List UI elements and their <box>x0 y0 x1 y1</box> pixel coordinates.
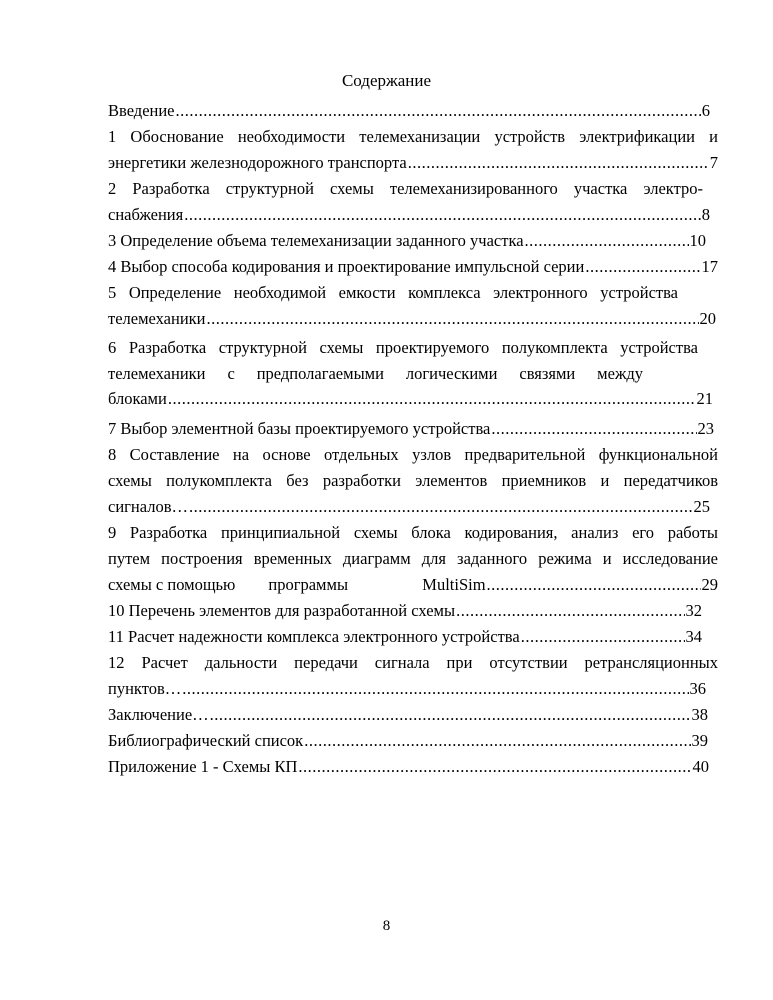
toc-entry-12-line: 12 Расчет дальности передачи сигнала при отсутствии ретрансляционных <box>108 653 718 672</box>
toc-entry-text: 7 Выбор элементной базы проектируемого устройства <box>108 419 491 438</box>
toc-page-number: 10 <box>689 231 706 250</box>
dot-leader <box>168 388 696 410</box>
toc-entry-8-line: 8 Составление на основе отдельных узлов предварительной функциональной <box>108 445 718 464</box>
toc-page-number: 29 <box>701 575 718 594</box>
toc-entry-6-line: 6 Разработка структурной схемы проектируемого полукомплекта устройства <box>108 338 698 357</box>
dot-leader <box>298 756 691 778</box>
toc-entry-5-line: 5 Определение необходимой емкости комплекса электронного устройства <box>108 283 678 302</box>
toc-page-number: 34 <box>685 627 702 646</box>
toc-entry-11 <box>108 626 702 648</box>
dot-leader <box>184 204 701 226</box>
dot-leader <box>189 496 693 518</box>
toc-entry-2 <box>108 204 710 226</box>
toc-entry-4 <box>108 256 718 278</box>
toc-entry-text: 11 Расчет надежности комплекса электронного устройства <box>108 627 520 646</box>
toc-page-number: 17 <box>701 257 718 276</box>
toc-entry-text: блоками <box>108 389 167 408</box>
dot-leader <box>182 678 688 700</box>
dot-leader <box>176 100 701 122</box>
toc-entry-8-line: схемы полукомплекта без разработки элементов приемников и передатчиков <box>108 471 718 490</box>
toc-entry-text: Приложение 1 - Схемы КП <box>108 757 298 776</box>
toc-entry-bibliography <box>108 730 708 752</box>
toc-entry-10 <box>108 600 702 622</box>
toc-entry-8 <box>108 496 710 518</box>
toc-entry-text: телемеханики <box>108 309 206 328</box>
toc-entry-conclusion <box>108 704 708 726</box>
toc-page-number: 21 <box>696 389 713 408</box>
toc-entry-1-line: 1 Обоснование необходимости телемеханизации устройств электрификации и <box>108 127 718 146</box>
toc-page-number: 7 <box>709 153 718 172</box>
toc-entry-text: Заключение… <box>108 705 209 724</box>
toc-page-number: 6 <box>701 101 710 120</box>
toc-entry-text: 3 Определение объема телемеханизации заданного участка <box>108 231 524 250</box>
page-title: Содержание <box>341 71 432 90</box>
toc-entry-text: Библиографический список <box>108 731 304 750</box>
toc-entry-text: 4 Выбор способа кодирования и проектирование импульсной серии <box>108 257 585 276</box>
toc-entry-text: сигналов… <box>108 497 188 516</box>
toc-page-number: 32 <box>685 601 702 620</box>
toc-entry-text: пунктов… <box>108 679 182 698</box>
toc-entry-9-line: путем построения временных диаграмм для заданного режима и исследование <box>108 549 718 568</box>
toc-entry-text: снабжения <box>108 205 184 224</box>
toc-page-number: 25 <box>693 497 710 516</box>
dot-leader <box>210 704 691 726</box>
toc-page-number: 20 <box>699 309 716 328</box>
toc-page-number: 40 <box>692 757 709 776</box>
dot-leader <box>207 308 699 330</box>
toc-page-number: 23 <box>697 419 714 438</box>
toc-entry-6-line: телемеханики с предполагаемыми логическими связями между <box>108 364 643 383</box>
toc-entry-text: Введение <box>108 101 175 120</box>
dot-leader <box>525 230 689 252</box>
toc-entry-9-line: 9 Разработка принципиальной схемы блока кодирования, анализ его работы <box>108 523 718 542</box>
toc-entry-7 <box>108 418 714 440</box>
toc-entry-12 <box>108 678 706 700</box>
toc-page-number: 39 <box>691 731 708 750</box>
toc-entry-text: энергетики железнодорожного транспорта <box>108 153 407 172</box>
dot-leader <box>521 626 685 648</box>
toc-entry-text: 10 Перечень элементов для разработанной схемы <box>108 601 456 620</box>
toc-page-number: 38 <box>691 705 708 724</box>
toc-page-number: 8 <box>701 205 710 224</box>
dot-leader <box>304 730 690 752</box>
dot-leader <box>456 600 684 622</box>
toc-entry-6 <box>108 388 713 410</box>
toc-entry-9 <box>108 574 718 596</box>
dot-leader <box>491 418 696 440</box>
toc-page-number: 36 <box>689 679 706 698</box>
page-number: 8 <box>382 918 391 934</box>
toc-entry-3 <box>108 230 706 252</box>
toc-entry-5 <box>108 308 716 330</box>
dot-leader <box>408 152 709 174</box>
dot-leader <box>585 256 700 278</box>
toc-entry-2-line: 2 Разработка структурной схемы телемеханизированного участка электро- <box>108 179 703 198</box>
dot-leader <box>487 574 701 596</box>
toc-entry-appendix <box>108 756 709 778</box>
toc-entry-1 <box>108 152 718 174</box>
toc-entry-intro <box>108 100 710 122</box>
toc-entry-text: схемы с помощью программы MultiSim <box>108 575 486 594</box>
